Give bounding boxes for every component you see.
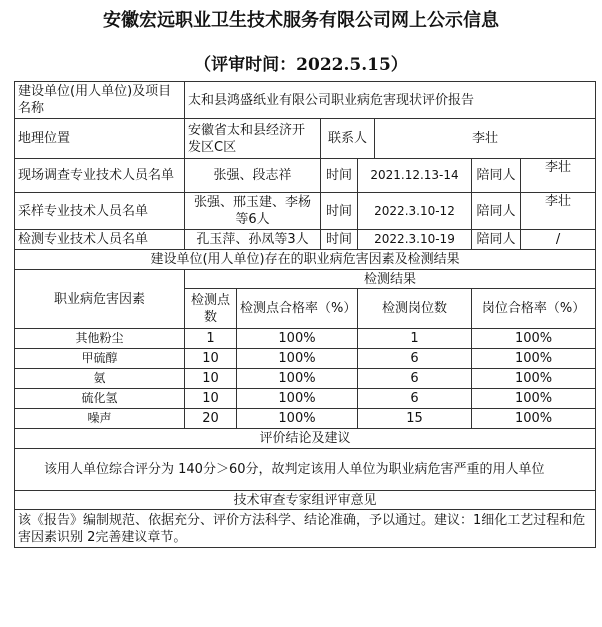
survey-companion-label: 陪同人 (472, 159, 521, 193)
testing-companion: / (521, 230, 596, 250)
survey-row (15, 159, 596, 193)
col-posts-header: 检测岗位数 (358, 289, 472, 329)
posts-cell: 6 (358, 389, 472, 409)
expert-title: 技术审查专家组评审意见 (15, 491, 596, 510)
survey-time: 2021.12.13-14 (358, 159, 472, 193)
table-row (15, 329, 596, 349)
review-time: （评审时间：2022.5.15） (194, 55, 408, 75)
survey-label: 现场调查专业技术人员名单 (15, 159, 185, 193)
contact-value: 李壮 (375, 119, 596, 159)
conclusion-text: 该用人单位综合评分为 140分＞60分，故判定该用人单位为职业病危害严重的用人单位 (15, 449, 596, 491)
testing-row (15, 230, 596, 250)
point-rate-cell: 100% (237, 369, 358, 389)
conclusion-title: 评价结论及建议 (15, 429, 596, 449)
point-rate-cell: 100% (237, 329, 358, 349)
posts-cell: 6 (358, 349, 472, 369)
points-cell: 10 (185, 389, 237, 409)
sampling-time: 2022.3.10-12 (358, 193, 472, 230)
testing-time: 2022.3.10-19 (358, 230, 472, 250)
hazard-header-row-1 (15, 270, 596, 289)
info-table (14, 81, 596, 548)
post-rate-cell: 100% (472, 349, 596, 369)
project-value: 太和县鸿盛纸业有限公司职业病危害现状评价报告 (185, 82, 596, 119)
col-post-rate-header: 岗位合格率（%） (472, 289, 596, 329)
conclusion-title-row (15, 429, 596, 449)
posts-cell: 15 (358, 409, 472, 429)
sampling-row (15, 193, 596, 230)
points-cell: 1 (185, 329, 237, 349)
testing-time-label: 时间 (321, 230, 358, 250)
post-rate-cell: 100% (472, 409, 596, 429)
results-header: 检测结果 (185, 270, 596, 289)
sampling-names: 张强、邢玉建、李杨等6人 (185, 193, 321, 230)
survey-companion: 李壮 (521, 159, 596, 193)
table-row (15, 349, 596, 369)
factor-header: 职业病危害因素 (15, 270, 185, 329)
point-rate-cell: 100% (237, 409, 358, 429)
factor-cell: 甲硫醇 (15, 349, 185, 369)
point-rate-cell: 100% (237, 389, 358, 409)
testing-label: 检测专业技术人员名单 (15, 230, 185, 250)
sampling-time-label: 时间 (321, 193, 358, 230)
survey-time-label: 时间 (321, 159, 358, 193)
expert-text: 该《报告》编制规范、依据充分、评价方法科学、结论准确，予以通过。建议：1细化工艺过程和危害因素识别 2完善建议章节。 (15, 510, 596, 548)
conclusion-text-row (15, 449, 596, 491)
table-row (15, 369, 596, 389)
sampling-companion: 李壮 (521, 193, 596, 230)
testing-companion-label: 陪同人 (472, 230, 521, 250)
post-rate-cell: 100% (472, 389, 596, 409)
sampling-label: 采样专业技术人员名单 (15, 193, 185, 230)
table-row (15, 409, 596, 429)
points-cell: 10 (185, 369, 237, 389)
posts-cell: 6 (358, 369, 472, 389)
location-row (15, 119, 596, 159)
factor-cell: 硫化氢 (15, 389, 185, 409)
page-title: 安徽宏远职业卫生技术服务有限公司网上公示信息 (103, 10, 499, 31)
location-value: 安徽省太和县经济开发区C区 (185, 119, 321, 159)
posts-cell: 1 (358, 329, 472, 349)
testing-names: 孔玉萍、孙凤等3人 (185, 230, 321, 250)
project-row (15, 82, 596, 119)
hazard-section-row (15, 250, 596, 270)
sampling-companion-label: 陪同人 (472, 193, 521, 230)
location-label: 地理位置 (15, 119, 185, 159)
factor-cell: 其他粉尘 (15, 329, 185, 349)
col-point-rate-header: 检测点合格率（%） (237, 289, 358, 329)
points-cell: 10 (185, 349, 237, 369)
contact-label: 联系人 (321, 119, 375, 159)
post-rate-cell: 100% (472, 329, 596, 349)
table-row (15, 389, 596, 409)
point-rate-cell: 100% (237, 349, 358, 369)
survey-names: 张强、段志祥 (185, 159, 321, 193)
factor-cell: 噪声 (15, 409, 185, 429)
col-points-header: 检测点数 (185, 289, 237, 329)
hazard-section-title: 建设单位(用人单位)存在的职业病危害因素及检测结果 (15, 250, 596, 270)
points-cell: 20 (185, 409, 237, 429)
post-rate-cell: 100% (472, 369, 596, 389)
expert-text-row (15, 510, 596, 548)
project-label: 建设单位(用人单位)及项目名称 (15, 82, 185, 119)
factor-cell: 氨 (15, 369, 185, 389)
expert-title-row (15, 491, 596, 510)
